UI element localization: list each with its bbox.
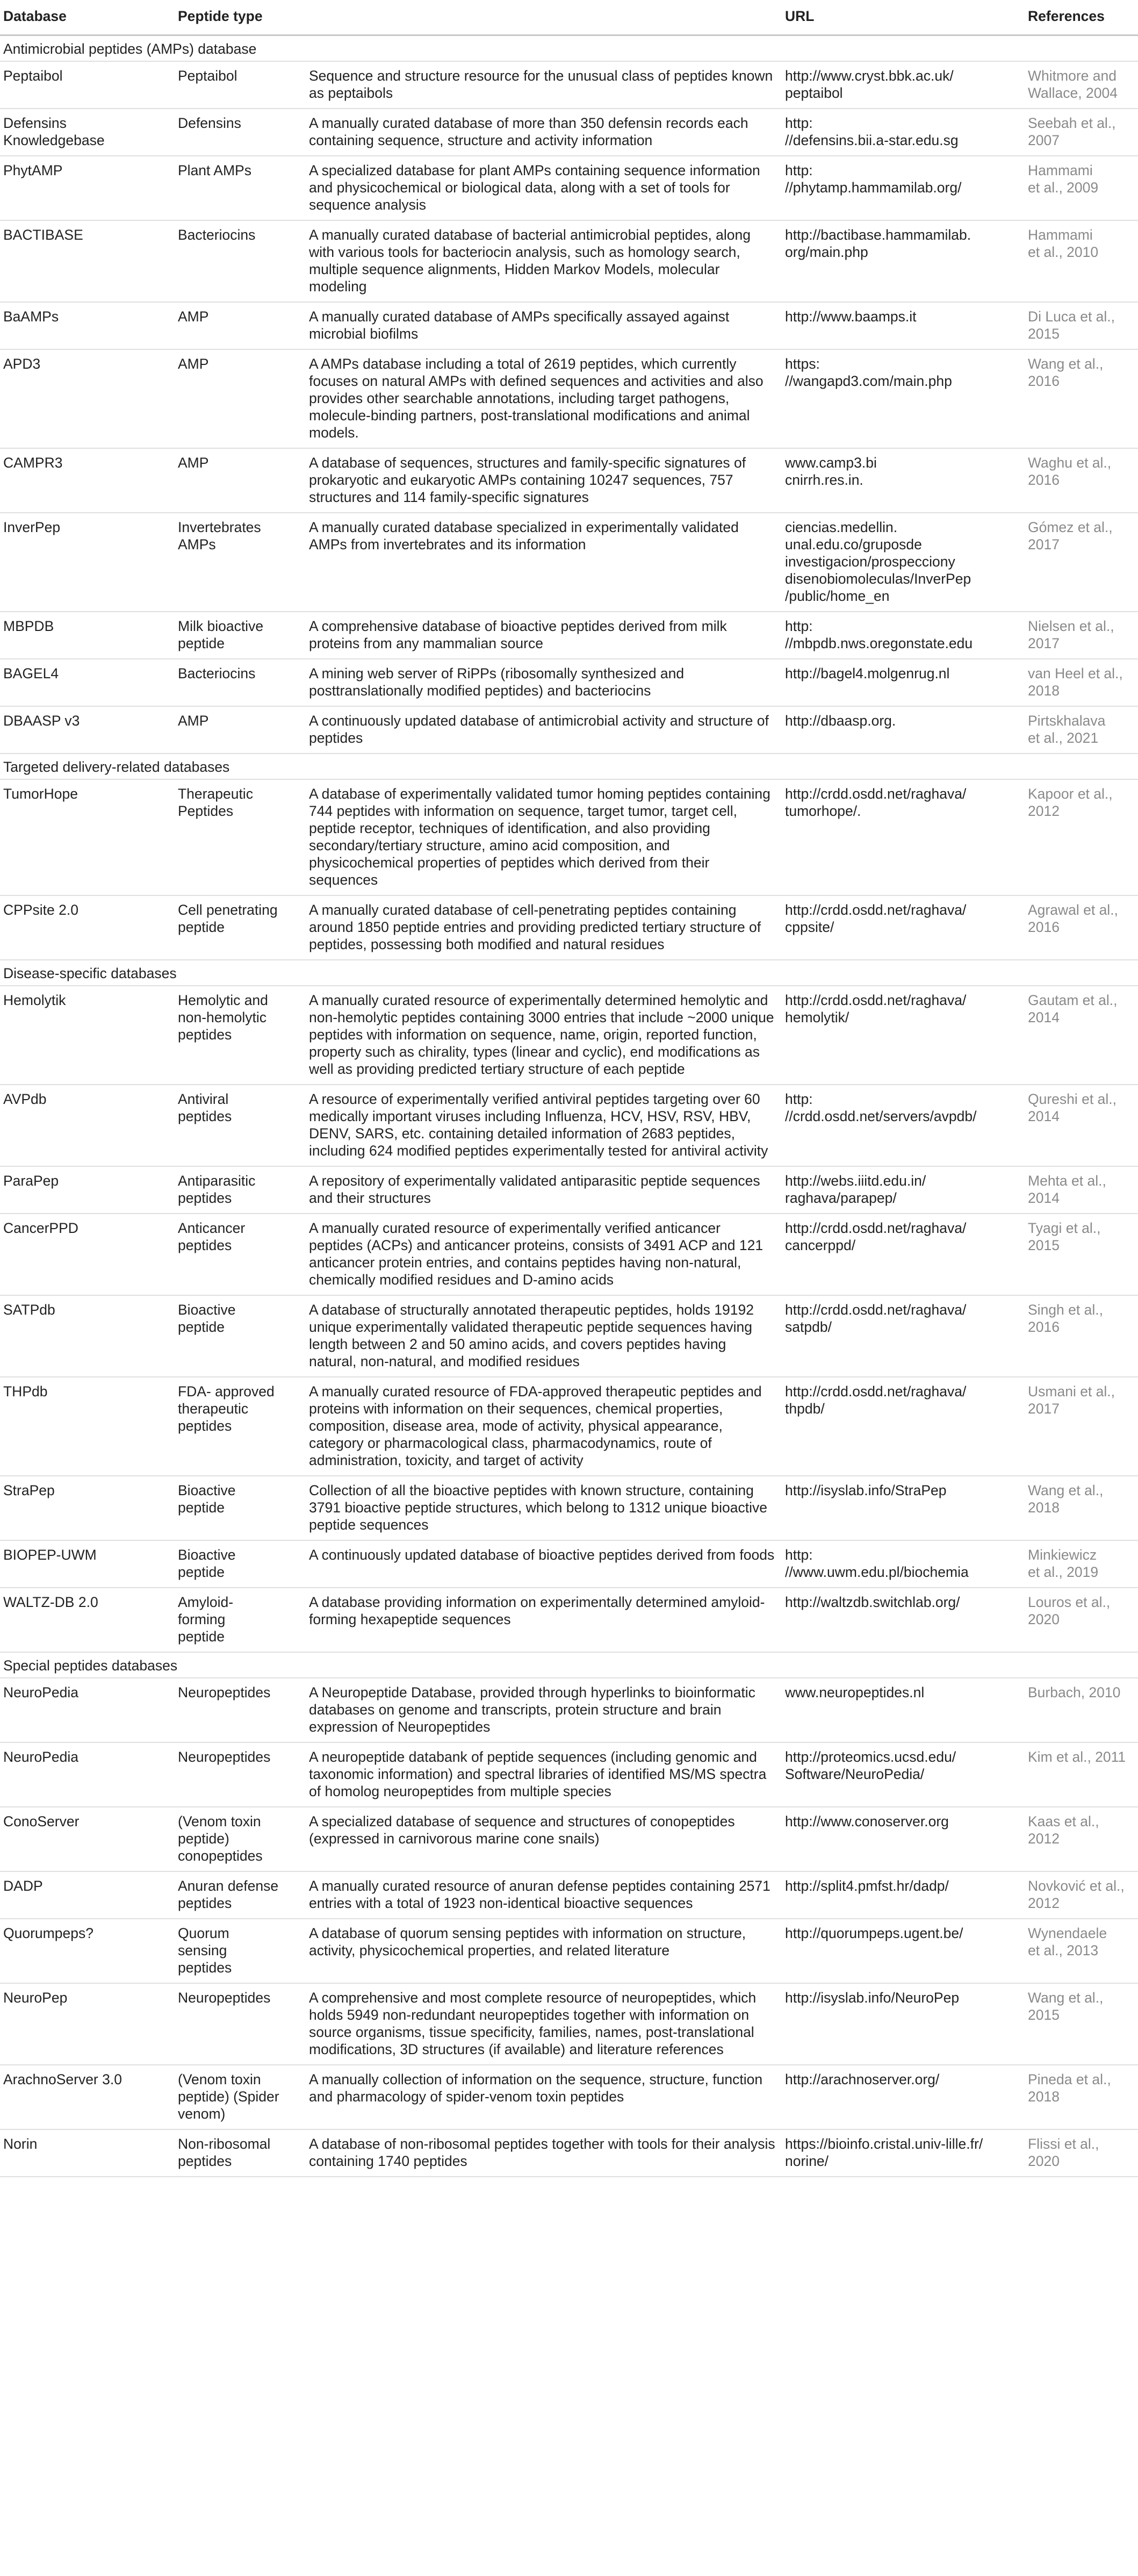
header-peptide-type: Peptide type	[174, 0, 305, 35]
description-cell: A database of experimentally validated tumor homing peptides containing 744 peptides with information on sequence, target tumor, target cell, peptide receptor, techniques of identification, and also providing secondary/tertiary structure, amino acid composition, and physicochemical properties of peptides which derived from their sequences	[305, 779, 781, 895]
table-row	[0, 61, 1138, 109]
database-name-cell: Norin	[0, 2129, 174, 2177]
reference-cell[interactable]: Usmani et al., 2017	[1024, 1377, 1138, 1476]
peptide-type-cell: Bacteriocins	[174, 659, 305, 706]
table-row	[0, 1919, 1138, 1983]
url-cell[interactable]: http://arachnoserver.org/	[781, 2065, 1024, 2129]
reference-cell[interactable]: Hammami et al., 2009	[1024, 156, 1138, 220]
peptide-type-cell: Bioactive peptide	[174, 1476, 305, 1540]
table-row	[0, 109, 1138, 156]
table-row	[0, 1377, 1138, 1476]
url-cell[interactable]: http://quorumpeps.ugent.be/	[781, 1919, 1024, 1983]
database-name-cell: NeuroPedia	[0, 1678, 174, 1742]
description-cell: A specialized database for plant AMPs containing sequence information and physicochemical or biological data, along with a set of tools for sequence analysis	[305, 156, 781, 220]
peptide-type-cell: Amyloid- forming peptide	[174, 1588, 305, 1652]
peptide-type-cell: AMP	[174, 349, 305, 448]
table-row	[0, 659, 1138, 706]
table-row	[0, 1476, 1138, 1540]
reference-cell[interactable]: Singh et al., 2016	[1024, 1295, 1138, 1377]
database-name-cell: NeuroPep	[0, 1983, 174, 2065]
reference-cell[interactable]: Burbach, 2010	[1024, 1678, 1138, 1742]
reference-cell[interactable]: Qureshi et al., 2014	[1024, 1085, 1138, 1166]
reference-cell[interactable]: Gautam et al., 2014	[1024, 986, 1138, 1085]
table-row	[0, 1742, 1138, 1807]
database-name-cell: APD3	[0, 349, 174, 448]
url-cell[interactable]: http://waltzdb.switchlab.org/	[781, 1588, 1024, 1652]
url-cell[interactable]: http://proteomics.ucsd.edu/ Software/NeuroPedia/	[781, 1742, 1024, 1807]
url-cell[interactable]: http://www.conoserver.org	[781, 1807, 1024, 1871]
url-cell[interactable]: http://dbaasp.org.	[781, 706, 1024, 754]
section-title: Antimicrobial peptides (AMPs) database	[0, 35, 1138, 62]
database-name-cell: CancerPPD	[0, 1214, 174, 1295]
peptide-type-cell: Peptaibol	[174, 61, 305, 109]
reference-cell[interactable]: Hammami et al., 2010	[1024, 220, 1138, 302]
url-cell[interactable]: http://isyslab.info/StraPep	[781, 1476, 1024, 1540]
database-name-cell: CPPsite 2.0	[0, 895, 174, 960]
peptide-type-cell: Quorum sensing peptides	[174, 1919, 305, 1983]
url-cell[interactable]: ciencias.medellin. unal.edu.co/gruposde investigacion/prospecciony disenobiomoleculas/InverPep /public/home_en	[781, 513, 1024, 612]
reference-cell[interactable]: Pirtskhalava et al., 2021	[1024, 706, 1138, 754]
description-cell: A manually collection of information on the sequence, structure, function and pharmacology of spider-venom toxin peptides	[305, 2065, 781, 2129]
database-name-cell: NeuroPedia	[0, 1742, 174, 1807]
reference-cell[interactable]: Whitmore and Wallace, 2004	[1024, 61, 1138, 109]
table-row	[0, 1166, 1138, 1214]
peptide-type-cell: Anticancer peptides	[174, 1214, 305, 1295]
peptide-type-cell: Antiviral peptides	[174, 1085, 305, 1166]
table-row	[0, 706, 1138, 754]
database-name-cell: InverPep	[0, 513, 174, 612]
section-header-row	[0, 754, 1138, 779]
database-name-cell: THPdb	[0, 1377, 174, 1476]
url-cell[interactable]: http: //defensins.bii.a-star.edu.sg	[781, 109, 1024, 156]
reference-cell[interactable]: Wang et al., 2016	[1024, 349, 1138, 448]
database-name-cell: MBPDB	[0, 612, 174, 659]
database-name-cell: SATPdb	[0, 1295, 174, 1377]
reference-cell[interactable]: Waghu et al., 2016	[1024, 448, 1138, 513]
peptide-type-cell: FDA- approved therapeutic peptides	[174, 1377, 305, 1476]
url-cell[interactable]: http://www.cryst.bbk.ac.uk/ peptaibol	[781, 61, 1024, 109]
reference-cell[interactable]: Kim et al., 2011	[1024, 1742, 1138, 1807]
database-name-cell: StraPep	[0, 1476, 174, 1540]
url-cell[interactable]: http://crdd.osdd.net/raghava/ satpdb/	[781, 1295, 1024, 1377]
peptide-type-cell: Antiparasitic peptides	[174, 1166, 305, 1214]
description-cell: A manually curated resource of experimentally verified anticancer peptides (ACPs) and anticancer proteins, consists of 3491 ACP and 121 anticancer protein entries, and contains peptides having non-natural, chemically modified residues and D-amino acids	[305, 1214, 781, 1295]
header-database: Database	[0, 0, 174, 35]
description-cell: A neuropeptide databank of peptide sequences (including genomic and taxonomic information) and spectral libraries of identified MS/MS spectra of homolog neuropeptides from multiple species	[305, 1742, 781, 1807]
peptide-type-cell: Non-ribosomal peptides	[174, 2129, 305, 2177]
reference-cell[interactable]: Mehta et al., 2014	[1024, 1166, 1138, 1214]
table-row	[0, 1588, 1138, 1652]
peptide-type-cell: AMP	[174, 448, 305, 513]
description-cell: A continuously updated database of bioactive peptides derived from foods	[305, 1540, 781, 1588]
table-row	[0, 2065, 1138, 2129]
url-cell[interactable]: http: //www.uwm.edu.pl/biochemia	[781, 1540, 1024, 1588]
header-description	[305, 0, 781, 35]
url-cell[interactable]: www.camp3.bi cnirrh.res.in.	[781, 448, 1024, 513]
database-name-cell: Quorumpeps?	[0, 1919, 174, 1983]
table-row	[0, 1214, 1138, 1295]
peptide-type-cell: Milk bioactive peptide	[174, 612, 305, 659]
url-cell[interactable]: http://crdd.osdd.net/raghava/ cppsite/	[781, 895, 1024, 960]
peptide-type-cell: Plant AMPs	[174, 156, 305, 220]
description-cell: A specialized database of sequence and structures of conopeptides (expressed in carnivorous marine cone snails)	[305, 1807, 781, 1871]
database-name-cell: BAGEL4	[0, 659, 174, 706]
database-name-cell: DBAASP v3	[0, 706, 174, 754]
description-cell: A database providing information on experimentally determined amyloid-forming hexapeptide sequences	[305, 1588, 781, 1652]
peptide-type-cell: Neuropeptides	[174, 1678, 305, 1742]
description-cell: A AMPs database including a total of 2619 peptides, which currently focuses on natural AMPs with defined sequences and activities and also provides other searchable annotations, including target pathogens, molecule-binding partners, post-translational modifications and animal models.	[305, 349, 781, 448]
description-cell: A manually curated resource of anuran defense peptides containing 2571 entries with a total of 1923 non-identical bioactive sequences	[305, 1871, 781, 1919]
url-cell[interactable]: http://crdd.osdd.net/raghava/ tumorhope/.	[781, 779, 1024, 895]
section-header-row	[0, 35, 1138, 62]
peptide-type-cell: Defensins	[174, 109, 305, 156]
database-name-cell: DADP	[0, 1871, 174, 1919]
description-cell: A manually curated database of more than 350 defensin records each containing sequence, structure and activity information	[305, 109, 781, 156]
header-row	[0, 0, 1138, 35]
table-row	[0, 1807, 1138, 1871]
reference-cell[interactable]: Tyagi et al., 2015	[1024, 1214, 1138, 1295]
database-name-cell: WALTZ-DB 2.0	[0, 1588, 174, 1652]
description-cell: A mining web server of RiPPs (ribosomally synthesized and posttranslationally modified peptides) and bacteriocins	[305, 659, 781, 706]
peptide-type-cell: AMP	[174, 706, 305, 754]
reference-cell[interactable]: Kapoor et al., 2012	[1024, 779, 1138, 895]
reference-cell[interactable]: Novković et al., 2012	[1024, 1871, 1138, 1919]
table-row	[0, 220, 1138, 302]
section-title: Disease-specific databases	[0, 960, 1138, 986]
reference-cell[interactable]: Kaas et al., 2012	[1024, 1807, 1138, 1871]
description-cell: A continuously updated database of antimicrobial activity and structure of peptides	[305, 706, 781, 754]
peptide-type-cell: Therapeutic Peptides	[174, 779, 305, 895]
url-cell[interactable]: https: //wangapd3.com/main.php	[781, 349, 1024, 448]
peptide-type-cell: Neuropeptides	[174, 1983, 305, 2065]
url-cell[interactable]: http://bagel4.molgenrug.nl	[781, 659, 1024, 706]
description-cell: A manually curated database specialized in experimentally validated AMPs from invertebrates and its information	[305, 513, 781, 612]
url-cell[interactable]: www.neuropeptides.nl	[781, 1678, 1024, 1742]
table-row	[0, 895, 1138, 960]
description-cell: A manually curated resource of experimentally determined hemolytic and non-hemolytic peptides containing 3000 entries that include ~2000 unique peptides with information on sequence, name, origin, reported function, property such as chirality, types (linear and cyclic), end modifications as well as providing predicted tertiary structure of each peptide	[305, 986, 781, 1085]
reference-cell[interactable]: Nielsen et al., 2017	[1024, 612, 1138, 659]
reference-cell[interactable]: Flissi et al., 2020	[1024, 2129, 1138, 2177]
reference-cell[interactable]: Agrawal et al., 2016	[1024, 895, 1138, 960]
section-header-row	[0, 960, 1138, 986]
url-cell[interactable]: http://bactibase.hammamilab. org/main.php	[781, 220, 1024, 302]
reference-cell[interactable]: Di Luca et al., 2015	[1024, 302, 1138, 349]
url-cell[interactable]: http://isyslab.info/NeuroPep	[781, 1983, 1024, 2065]
reference-cell[interactable]: Pineda et al., 2018	[1024, 2065, 1138, 2129]
peptide-type-cell: Hemolytic and non-hemolytic peptides	[174, 986, 305, 1085]
description-cell: A resource of experimentally verified antiviral peptides targeting over 60 medically important viruses including Influenza, HCV, HSV, RSV, HBV, DENV, SARS, etc. containing detailed information of 2683 peptides, including 624 modified peptides experimentally tested for antiviral activity	[305, 1085, 781, 1166]
peptide-type-cell: Bacteriocins	[174, 220, 305, 302]
url-cell[interactable]: http://crdd.osdd.net/raghava/ thpdb/	[781, 1377, 1024, 1476]
table-row	[0, 513, 1138, 612]
database-name-cell: BIOPEP-UWM	[0, 1540, 174, 1588]
url-cell[interactable]: http: //mbpdb.nws.oregonstate.edu	[781, 612, 1024, 659]
table-body	[0, 35, 1138, 2177]
table-row	[0, 1871, 1138, 1919]
database-name-cell: AVPdb	[0, 1085, 174, 1166]
description-cell: A manually curated database of bacterial antimicrobial peptides, along with various tools for bacteriocin analysis, such as homology search, multiple sequence alignments, Hidden Markov Models, molecular modeling	[305, 220, 781, 302]
peptide-type-cell: Anuran defense peptides	[174, 1871, 305, 1919]
database-name-cell: ArachnoServer 3.0	[0, 2065, 174, 2129]
url-cell[interactable]: http://crdd.osdd.net/raghava/ cancerppd/	[781, 1214, 1024, 1295]
reference-cell[interactable]: Minkiewicz et al., 2019	[1024, 1540, 1138, 1588]
database-name-cell: BaAMPs	[0, 302, 174, 349]
description-cell: A Neuropeptide Database, provided through hyperlinks to bioinformatic databases on genome and transcripts, protein structure and brain expression of Neuropeptides	[305, 1678, 781, 1742]
peptide-type-cell: (Venom toxin peptide) conopeptides	[174, 1807, 305, 1871]
table-row	[0, 1678, 1138, 1742]
reference-cell[interactable]: van Heel et al., 2018	[1024, 659, 1138, 706]
peptide-type-cell: (Venom toxin peptide) (Spider venom)	[174, 2065, 305, 2129]
table-row	[0, 612, 1138, 659]
header-references: References	[1024, 0, 1138, 35]
description-cell: A database of non-ribosomal peptides together with tools for their analysis containing 1740 peptides	[305, 2129, 781, 2177]
table-row	[0, 302, 1138, 349]
description-cell: A manually curated database of cell-penetrating peptides containing around 1850 peptide entries and providing predicted tertiary structure of peptides, possessing both modified and natural residues	[305, 895, 781, 960]
description-cell: A repository of experimentally validated antiparasitic peptide sequences and their structures	[305, 1166, 781, 1214]
section-title: Special peptides databases	[0, 1652, 1138, 1678]
table-row	[0, 1295, 1138, 1377]
url-cell[interactable]: http://crdd.osdd.net/raghava/ hemolytik/	[781, 986, 1024, 1085]
reference-cell[interactable]: Seebah et al., 2007	[1024, 109, 1138, 156]
description-cell: A database of structurally annotated therapeutic peptides, holds 19192 unique experimentally validated therapeutic peptide sequences having length between 2 and 50 amino acids, and covers peptides having natural, non-natural, and modified residues	[305, 1295, 781, 1377]
section-header-row	[0, 1652, 1138, 1678]
table-row	[0, 986, 1138, 1085]
table-row	[0, 349, 1138, 448]
description-cell: A manually curated resource of FDA-approved therapeutic peptides and proteins with information on their sequences, chemical properties, composition, disease area, mode of activity, physical appearance, category or pharmacological class, pharmacodynamics, route of administration, toxicity, and target of activity	[305, 1377, 781, 1476]
peptide-type-cell: Bioactive peptide	[174, 1295, 305, 1377]
url-cell[interactable]: https://bioinfo.cristal.univ-lille.fr/ norine/	[781, 2129, 1024, 2177]
database-name-cell: ParaPep	[0, 1166, 174, 1214]
reference-cell[interactable]: Wang et al., 2015	[1024, 1983, 1138, 2065]
peptide-type-cell: Invertebrates AMPs	[174, 513, 305, 612]
peptide-type-cell: Bioactive peptide	[174, 1540, 305, 1588]
peptide-type-cell: Neuropeptides	[174, 1742, 305, 1807]
database-name-cell: Hemolytik	[0, 986, 174, 1085]
header-url: URL	[781, 0, 1024, 35]
database-name-cell: PhytAMP	[0, 156, 174, 220]
reference-cell[interactable]: Gómez et al., 2017	[1024, 513, 1138, 612]
database-name-cell: BACTIBASE	[0, 220, 174, 302]
description-cell: A database of sequences, structures and family-specific signatures of prokaryotic and eukaryotic AMPs containing 10247 sequences, 757 structures and 114 family-specific signatures	[305, 448, 781, 513]
table-row	[0, 1085, 1138, 1166]
description-cell: Sequence and structure resource for the unusual class of peptides known as peptaibols	[305, 61, 781, 109]
reference-cell[interactable]: Wang et al., 2018	[1024, 1476, 1138, 1540]
table-row	[0, 156, 1138, 220]
reference-cell[interactable]: Louros et al., 2020	[1024, 1588, 1138, 1652]
url-cell[interactable]: http: //phytamp.hammamilab.org/	[781, 156, 1024, 220]
table-row	[0, 779, 1138, 895]
table-row	[0, 1983, 1138, 2065]
table-row	[0, 2129, 1138, 2177]
table-row	[0, 1540, 1138, 1588]
description-cell: A comprehensive database of bioactive peptides derived from milk proteins from any mammalian source	[305, 612, 781, 659]
database-name-cell: ConoServer	[0, 1807, 174, 1871]
description-cell: A comprehensive and most complete resource of neuropeptides, which holds 5949 non-redundant neuropeptides together with information on source organisms, tissue specificity, families, names, post-translational modifications, 3D structures (if available) and literature references	[305, 1983, 781, 2065]
reference-cell[interactable]: Wynendaele et al., 2013	[1024, 1919, 1138, 1983]
peptide-type-cell: AMP	[174, 302, 305, 349]
url-cell[interactable]: http://www.baamps.it	[781, 302, 1024, 349]
url-cell[interactable]: http://webs.iiitd.edu.in/ raghava/parapep/	[781, 1166, 1024, 1214]
peptide-type-cell: Cell penetrating peptide	[174, 895, 305, 960]
description-cell: Collection of all the bioactive peptides with known structure, containing 3791 bioactive peptide structures, which belong to 1312 unique bioactive peptide sequences	[305, 1476, 781, 1540]
description-cell: A database of quorum sensing peptides with information on structure, activity, physicochemical properties, and related literature	[305, 1919, 781, 1983]
table-row	[0, 448, 1138, 513]
database-name-cell: CAMPR3	[0, 448, 174, 513]
url-cell[interactable]: http://split4.pmfst.hr/dadp/	[781, 1871, 1024, 1919]
database-name-cell: Defensins Knowledgebase	[0, 109, 174, 156]
database-name-cell: TumorHope	[0, 779, 174, 895]
section-title: Targeted delivery-related databases	[0, 754, 1138, 779]
url-cell[interactable]: http: //crdd.osdd.net/servers/avpdb/	[781, 1085, 1024, 1166]
database-name-cell: Peptaibol	[0, 61, 174, 109]
description-cell: A manually curated database of AMPs specifically assayed against microbial biofilms	[305, 302, 781, 349]
